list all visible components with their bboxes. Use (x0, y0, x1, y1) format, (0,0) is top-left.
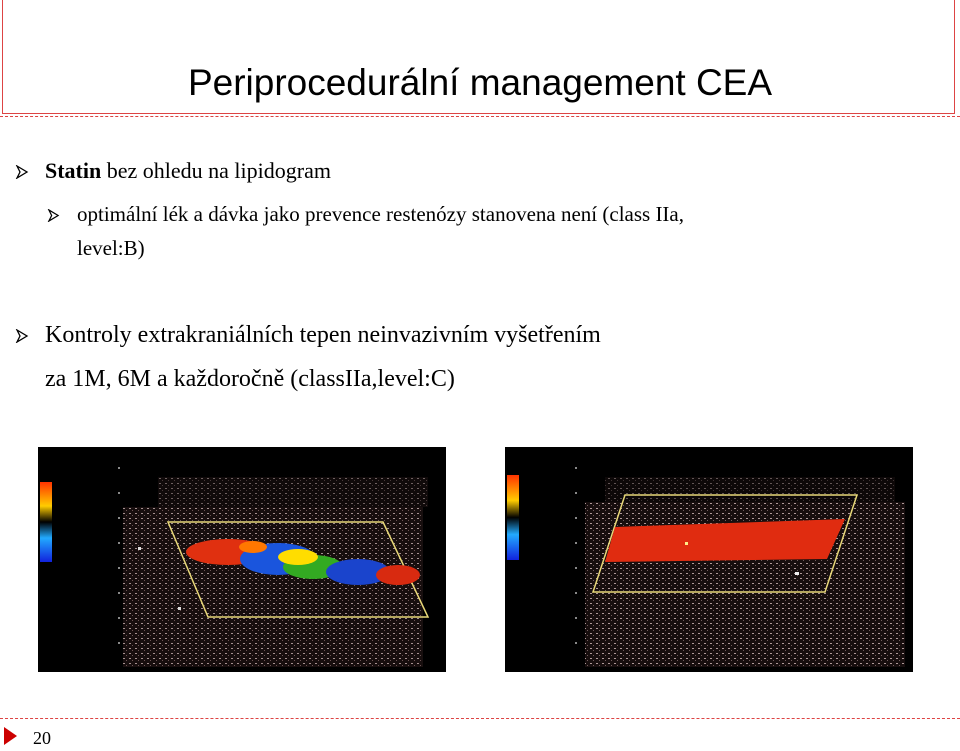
doppler-ultrasound-stenosis (38, 447, 446, 672)
bullet-kontroly-line2: za 1M, 6M a každoročně (classIIa,level:C) (45, 366, 455, 392)
bullet-kontroly-line1: Kontroly extrakraniálních tepen neinvazivním vyšetřením (45, 322, 601, 348)
arrow-bullet-icon (15, 329, 29, 343)
bullet-statin-text: bez ohledu na lipidogram (101, 158, 331, 183)
arrow-subbullet-icon (47, 209, 60, 222)
subbullet-line2: level:B) (77, 236, 145, 260)
top-divider (0, 116, 960, 117)
slide-title: Periprocedurální management CEA (187, 62, 773, 103)
bullet-statin-bold: Statin (45, 158, 102, 183)
page-number: 20 (33, 728, 51, 748)
arrow-bullet-icon (15, 165, 29, 179)
bullet-statin (45, 158, 331, 184)
bottom-divider (0, 718, 960, 719)
doppler-ultrasound-normal-flow (505, 447, 913, 672)
subbullet-line1: optimální lék a dávka jako prevence restenózy stanovena není (class IIa, (77, 202, 685, 226)
page-marker-icon (4, 727, 17, 745)
